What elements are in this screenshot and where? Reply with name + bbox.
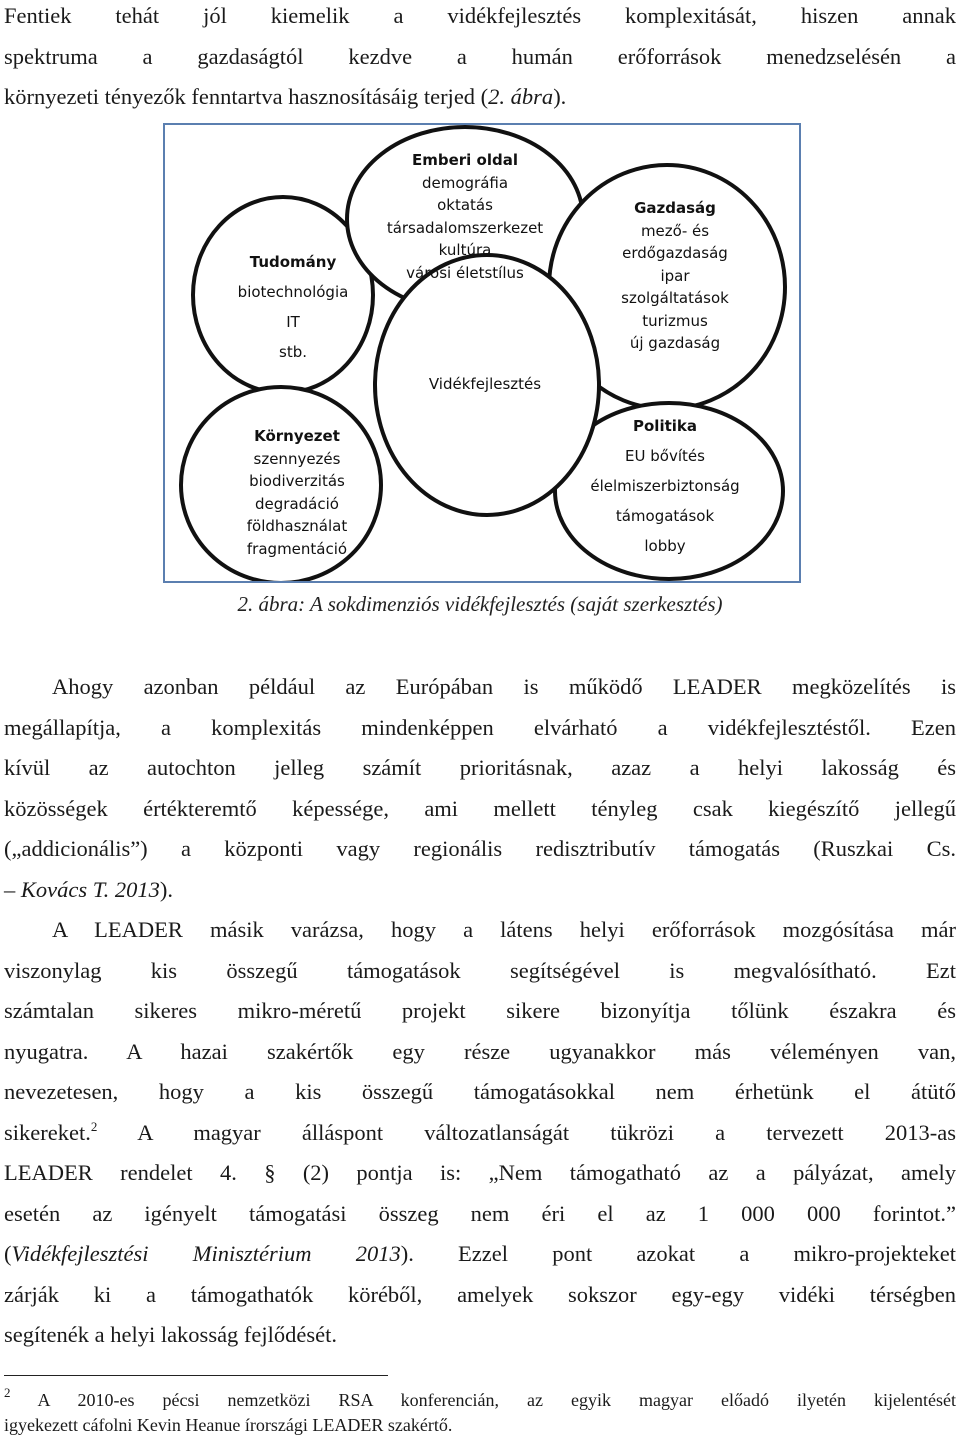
citation: – Kovács T. 2013 — [4, 876, 160, 902]
text-line: nevezetesen, hogy a kis összegű támogatásokkal nem érhetünk el átütő — [4, 1079, 956, 1104]
bubble-item: városi életstílus — [406, 263, 524, 282]
text-line: számtalan sikeres mikro-méretű projekt sikere bizonyítja tőlünk északra és — [4, 998, 956, 1023]
figure-diagram — [163, 123, 801, 583]
bubble-item: szolgáltatások — [621, 289, 729, 307]
text-line: zárják ki a támogathatók köréből, amelyek sokszor egy-egy vidéki térségben — [4, 1281, 956, 1307]
bubble-title: Tudomány — [249, 253, 337, 271]
leader-paragraph — [4, 667, 956, 910]
text-line: megállapítja, a komplexitás mindenképpen elvárható a vidékfejlesztéstől. Ezen — [4, 714, 956, 740]
citation: Vidékfejlesztési Minisztérium 2013 — [11, 1241, 401, 1266]
text-line: – Kovács T. 2013). — [4, 876, 173, 902]
footnote-separator — [4, 1375, 388, 1376]
text-line: Fentiek tehát jól kiemelik a vidékfejlesztés komplexitását, hiszen annak — [4, 3, 956, 28]
text-line: spektruma a gazdaságtól kezdve a humán erőforrások menedzselésén a — [4, 43, 956, 69]
text-line: nyugatra. A hazai szakértők egy része ugyanakkor más véleményen van, — [4, 1038, 956, 1064]
text-line: sikereket.$^2$ A magyar álláspont változatlanságát tükrözi a tervezett 2013-as — [4, 1118, 956, 1145]
text-line: közösségek értékteremtő képessége, ami mellett tényleg csak kiegészítő jellegű — [4, 795, 956, 821]
bubble-item: turizmus — [642, 311, 708, 330]
text-line: kívül az autochton jelleg számít prioritásnak, azaz a helyi lakosság és — [4, 755, 956, 780]
bubble-item: degradáció — [255, 494, 339, 513]
center-label: Vidékfejlesztés — [428, 375, 542, 393]
bubble-item: erdőgazdaság — [622, 244, 728, 262]
bubble-environment-text — [209, 425, 385, 560]
text-line: A LEADER másik varázsa, hogy a látens helyi erőforrások mozgósítása már — [52, 917, 956, 942]
bubble-title: Emberi oldal — [412, 151, 518, 169]
bubble-item: biodiverzitás — [249, 472, 345, 490]
bubble-item: új gazdaság — [629, 334, 721, 352]
bubble-item: kultúra — [438, 241, 492, 259]
bubble-item: stb. — [279, 343, 307, 361]
bubble-human-text — [365, 149, 565, 284]
text-line: („addicionális”) a központi vagy regionális redisztributív támogatás (Ruszkai Cs. — [4, 836, 956, 861]
footnote-marker[interactable]: 2 — [90, 1118, 98, 1134]
text-line: esetén az igényelt támogatási összeg nem éri el az 1 000 000 forintot.” — [4, 1200, 956, 1226]
bubble-item: társadalomszerkezet — [386, 218, 544, 237]
footnote — [4, 1385, 956, 1438]
footnote-line: igyekezett cáfolni Kevin Heanue írországi LEADER szakértő. — [4, 1415, 453, 1435]
bubble-item: demográfia — [421, 173, 509, 192]
text-line: környezeti tényezők fenntartva hasznosításáig terjed (2. ábra). — [4, 84, 567, 109]
bubble-item: oktatás — [437, 196, 493, 214]
bubble-item: ipar — [660, 266, 690, 285]
bubble-item: élelmiszerbiztonság — [590, 477, 740, 495]
bubble-item: szennyezés — [253, 449, 341, 468]
text-line: (Vidékfejlesztési Minisztérium 2013). Ezzel pont azokat a mikro-projekteket — [4, 1241, 956, 1266]
bubble-item: támogatások — [615, 507, 715, 525]
footnote-number: 2 — [4, 1385, 11, 1400]
text-line: viszonylag kis összegű támogatások segítségével is megvalósítható. Ezt — [4, 957, 956, 983]
text-line: segítenék a helyi lakosság fejlődését. — [4, 1322, 338, 1347]
microproject-paragraph — [4, 910, 956, 1356]
bubble-item: lobby — [644, 537, 686, 555]
footnote-line: $^2$ A 2010-es pécsi nemzetközi RSA konferencián, az egyik magyar előadó ilyetén kijelentését — [4, 1385, 956, 1410]
bubble-title: Politika — [633, 417, 697, 435]
bubble-item: biotechnológia — [237, 283, 349, 301]
bubble-item: földhasználat — [246, 517, 348, 535]
bubble-title: Környezet — [254, 427, 340, 445]
figure-caption: 2. ábra: A sokdimenziós vidékfejlesztés (saját szerkesztés) — [237, 592, 723, 616]
figure-reference: 2. ábra — [488, 84, 554, 109]
text-line: LEADER rendelet 4. § (2) pontja is: „Nem támogatható az a pályázat, amely — [4, 1160, 956, 1185]
bubble-item: EU bővítés — [625, 447, 705, 465]
bubble-item: mező- és — [640, 221, 710, 240]
intro-paragraph — [4, 0, 956, 118]
bubble-politics-text — [575, 411, 755, 561]
bubble-title: Gazdaság — [634, 199, 716, 217]
bubble-economy-text — [595, 197, 755, 355]
bubble-item: fragmentáció — [246, 539, 348, 558]
text-line: Ahogy azonban például az Európában is működő LEADER megközelítés is — [52, 674, 956, 699]
bubble-science-text — [221, 247, 365, 367]
bubble-item: IT — [286, 313, 300, 331]
